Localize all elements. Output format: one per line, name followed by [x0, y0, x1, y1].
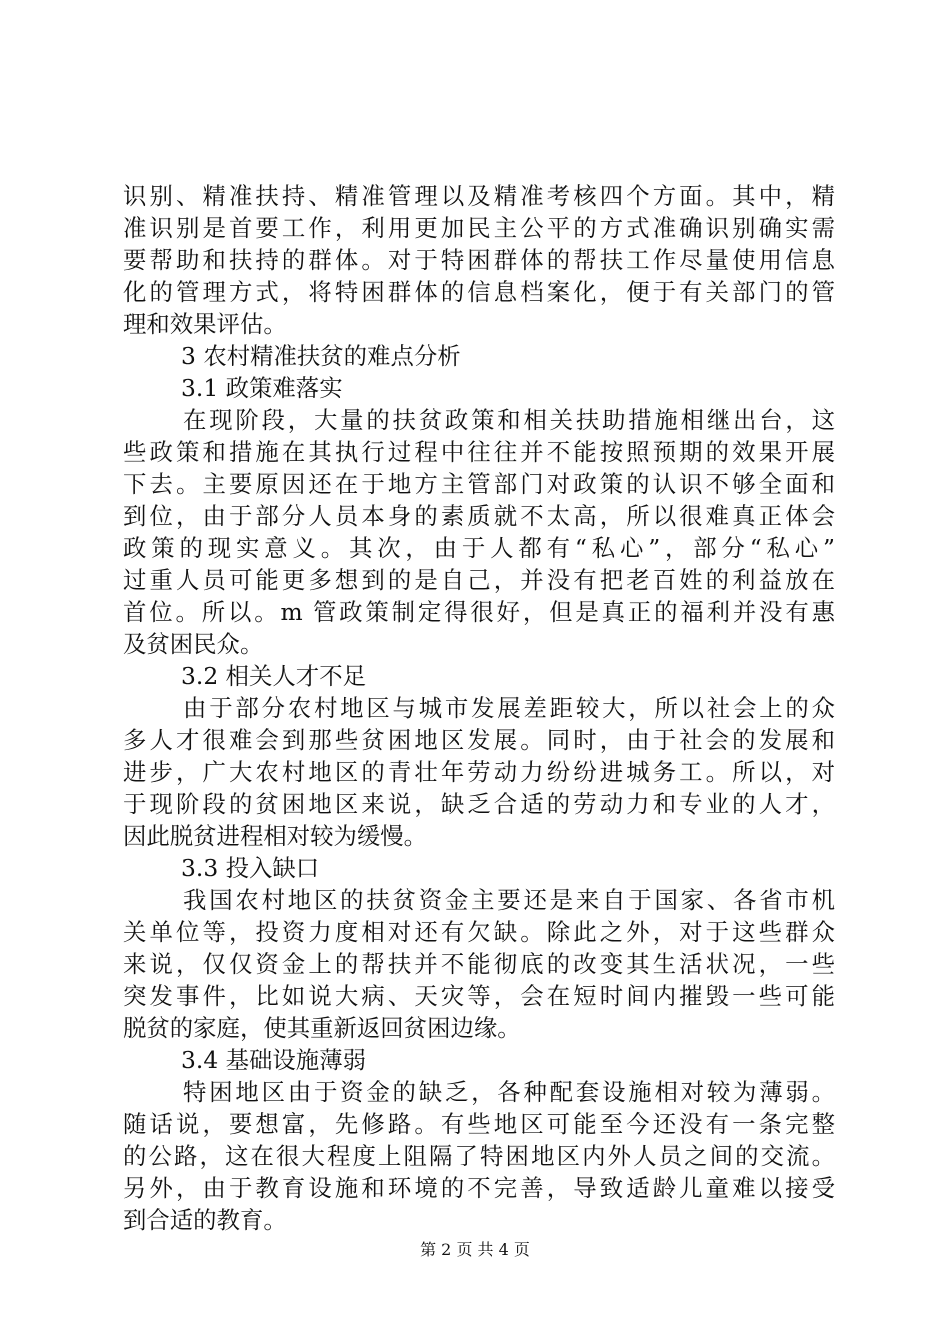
paragraph-line: 化的管理方式，将特困群体的信息档案化，便于有关部门的管	[123, 278, 835, 306]
paragraph-line: 多人才很难会到那些贫困地区发展。同时，由于社会的发展和	[123, 726, 835, 754]
section-heading: 3.3 投入缺口	[181, 854, 320, 882]
document-body	[123, 180, 835, 1236]
paragraph-line: 政策的现实意义。其次，由于人都有“私心”，部分“私心”	[123, 534, 835, 562]
paragraph-line: 由于部分农村地区与城市发展差距较大，所以社会上的众	[183, 694, 835, 722]
paragraph-line: 要帮助和扶持的群体。对于特困群体的帮扶工作尽量使用信息	[123, 246, 835, 274]
paragraph-line: 到位，由于部分人员本身的素质就不太高，所以很难真正体会	[123, 502, 835, 530]
paragraph-line: 下去。主要原因还在于地方主管部门对政策的认识不够全面和	[123, 470, 835, 498]
paragraph-line: 我国农村地区的扶贫资金主要还是来自于国家、各省市机	[183, 886, 835, 914]
paragraph-line: 特困地区由于资金的缺乏，各种配套设施相对较为薄弱。	[183, 1078, 835, 1106]
paragraph-line: 关单位等，投资力度相对还有欠缺。除此之外，对于这些群众	[123, 918, 835, 946]
paragraph-line: 在现阶段，大量的扶贫政策和相关扶助措施相继出台，这	[183, 406, 835, 434]
section-heading: 3 农村精准扶贫的难点分析	[181, 342, 461, 370]
paragraph-line: 随话说，要想富，先修路。有些地区可能至今还没有一条完整	[123, 1110, 835, 1138]
paragraph-line: 过重人员可能更多想到的是自己，并没有把老百姓的利益放在	[123, 566, 835, 594]
paragraph-line: 到合适的教育。	[123, 1206, 287, 1234]
paragraph-line: 因此脱贫进程相对较为缓慢。	[123, 822, 428, 850]
paragraph-line: 理和效果评估。	[123, 310, 287, 338]
paragraph-line: 些政策和措施在其执行过程中往往并不能按照预期的效果开展	[123, 438, 835, 466]
paragraph-line: 另外，由于教育设施和环境的不完善，导致适龄儿童难以接受	[123, 1174, 835, 1202]
page-footer: 第 2 页 共 4 页	[420, 1240, 530, 1259]
paragraph-line: 来说，仅仅资金上的帮扶并不能彻底的改变其生活状况，一些	[123, 950, 835, 978]
paragraph-line: 准识别是首要工作，利用更加民主公平的方式准确识别确实需	[123, 214, 835, 242]
paragraph-line: 及贫困民众。	[123, 630, 264, 658]
paragraph-line: 突发事件，比如说大病、天灾等，会在短时间内摧毁一些可能	[123, 982, 835, 1010]
section-heading: 3.4 基础设施薄弱	[181, 1046, 366, 1074]
paragraph-line: 的公路，这在很大程度上阻隔了特困地区内外人员之间的交流。	[123, 1142, 835, 1170]
paragraph-line: 进步，广大农村地区的青壮年劳动力纷纷进城务工。所以，对	[123, 758, 835, 786]
paragraph-line: 于现阶段的贫困地区来说，缺乏合适的劳动力和专业的人才，	[123, 790, 835, 818]
section-heading: 3.2 相关人才不足	[181, 662, 366, 690]
section-heading: 3.1 政策难落实	[181, 374, 343, 402]
paragraph-line: 脱贫的家庭，使其重新返回贫困边缘。	[123, 1014, 521, 1042]
paragraph-line: 识别、精准扶持、精准管理以及精准考核四个方面。其中，精	[123, 182, 835, 210]
paragraph-line: 首位。所以。m 管政策制定得很好，但是真正的福利并没有惠	[123, 598, 835, 626]
